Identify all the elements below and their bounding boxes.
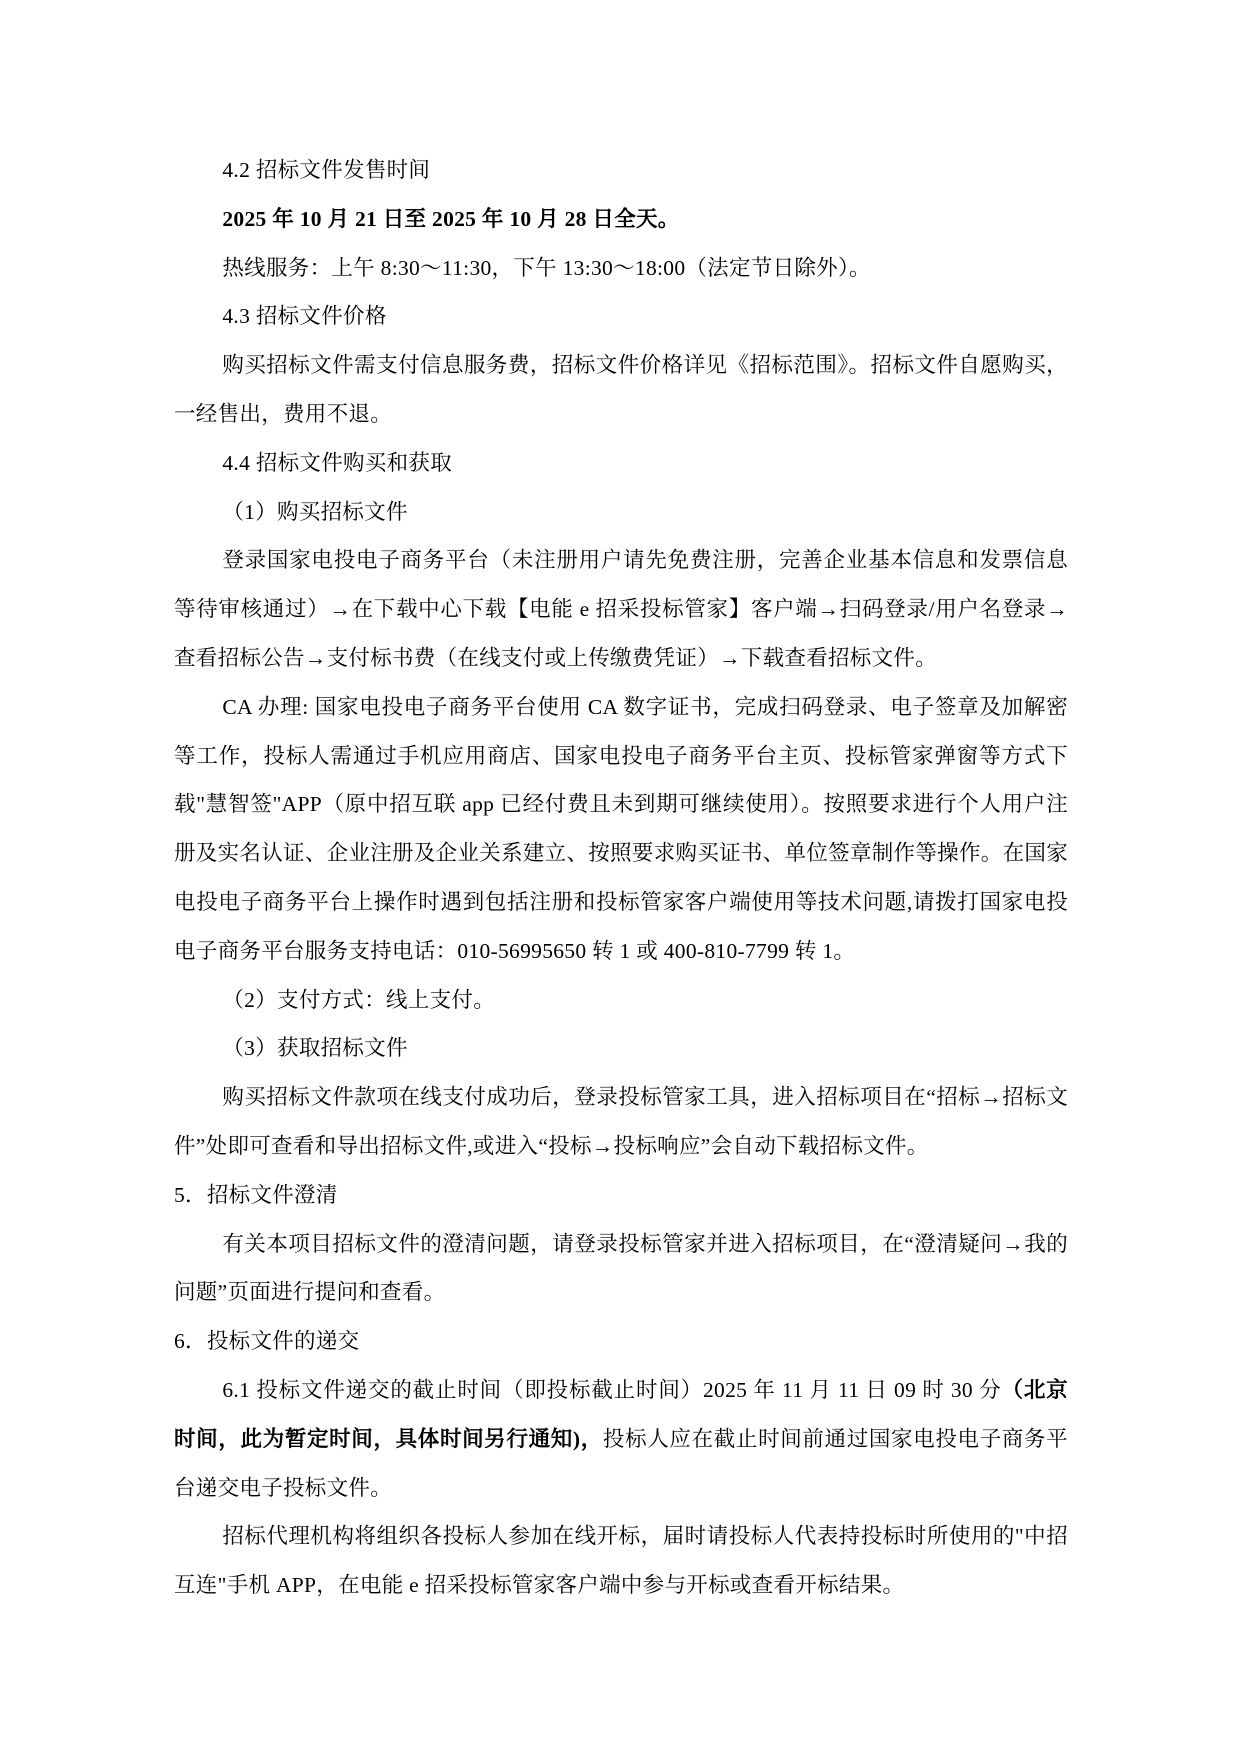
text-run: CA 办理: 国家电投电子商务平台使用 CA 数字证书，完成扫码登录、电子签章及加解密等工作，投标人需通过手机应用商店、国家电投电子商务平台主页、投标管家弹窗等方式下载"慧智签"APP（原中招互联 app 已经付费且未到期可继续使用）。按照要求进行个人用户注册及实名认证、企业注册及企业关系建立、按照要求购买证书、单位签章制作等操作。在国家电投电子商务平台上操作时遇到包括注册和投标管家客户端使用等技术问题,请拨打国家电投电子商务平台服务支持电话：010-56995650 转 1 或 400-810-7799 转 1。: [174, 694, 1068, 963]
paragraph: [174, 1366, 1068, 1512]
text-run: 6．投标文件的递交: [174, 1329, 360, 1354]
paragraph: [174, 1512, 1068, 1610]
document-content: [174, 146, 1068, 1610]
paragraph: [174, 1317, 1068, 1366]
text-run: 热线服务：上午 8:30～11:30，下午 13:30～18:00（法定节日除外）。: [222, 255, 871, 280]
text-run: （1）购买招标文件: [222, 499, 408, 524]
paragraph: [174, 292, 1068, 341]
text-run: 有关本项目招标文件的澄清问题，请登录投标管家并进入招标项目，在“澄清疑问→我的问题”页面进行提问和查看。: [174, 1231, 1068, 1305]
text-run: 6.1 投标文件递交的截止时间（即投标截止时间）2025 年 11 月 11 日 09 时 30 分: [222, 1377, 1002, 1402]
text-run: 投标人应在截止时间前通过国家电投电子商务平台递交电子投标文件。: [174, 1426, 1068, 1500]
text-run: 4.3 招标文件价格: [222, 304, 387, 329]
text-run: 4.4 招标文件购买和获取: [222, 450, 453, 475]
paragraph: [174, 1171, 1068, 1220]
text-run: 登录国家电投电子商务平台（未注册用户请先免费注册，完善企业基本信息和发票信息等待审核通过）→在下载中心下载【电能 e 招采投标管家】客户端→扫码登录/用户名登录→查看招标公告→支付标书费（在线支付或上传缴费凭证）→下载查看招标文件。: [174, 548, 1068, 670]
paragraph: [174, 439, 1068, 488]
text-run: 4.2 招标文件发售时间: [222, 158, 431, 182]
text-run: 购买招标文件款项在线支付成功后，登录投标管家工具，进入招标项目在“招标→招标文件”处即可查看和导出招标文件,或进入“投标→投标响应”会自动下载招标文件。: [174, 1085, 1068, 1158]
paragraph: [174, 195, 1068, 244]
paragraph: [174, 1220, 1068, 1318]
text-run: 招标代理机构将组织各投标人参加在线开标，届时请投标人代表持投标时所使用的"中招互连"手机 APP，在电能 e 招采投标管家客户端中参与开标或查看开标结果。: [174, 1524, 1068, 1598]
paragraph: [174, 146, 1068, 195]
paragraph: [174, 1073, 1068, 1171]
paragraph: [174, 683, 1068, 976]
paragraph: [174, 1024, 1068, 1073]
paragraph: [174, 976, 1068, 1025]
paragraph: [174, 341, 1068, 439]
bold-text-run: （北京时间，此为暂定时间，具体时间另行通知)，: [174, 1377, 1068, 1451]
text-run: 购买招标文件需支付信息服务费，招标文件价格详见《招标范围》。招标文件自愿购买，一经售出，费用不退。: [174, 353, 1068, 426]
paragraph: [174, 488, 1068, 537]
bold-text-run: 2025 年 10 月 21 日至 2025 年 10 月 28 日全天。: [222, 206, 680, 231]
paragraph: [174, 244, 1068, 293]
text-run: 5．招标文件澄清: [174, 1182, 338, 1207]
text-run: （3）获取招标文件: [222, 1036, 408, 1061]
text-run: （2）支付方式：线上支付。: [222, 987, 496, 1012]
paragraph: [174, 536, 1068, 682]
